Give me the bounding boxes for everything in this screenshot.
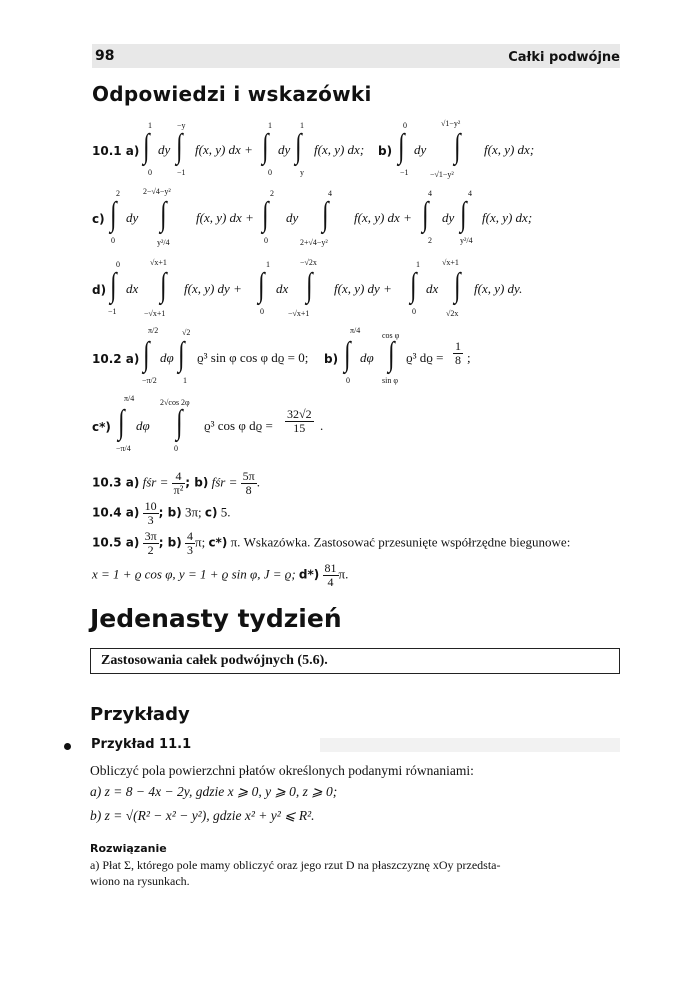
denominator: 8 — [245, 483, 252, 498]
solution-heading: Rozwiązanie — [90, 842, 167, 855]
term: . — [320, 418, 324, 433]
limit: √2x — [446, 309, 459, 318]
example-part-a: a) z = 8 − 4x − 2y, gdzie x ⩾ 0, y ⩾ 0, z ⩾ 0; — [90, 784, 338, 799]
limit: √2 — [182, 328, 191, 337]
limit: 4 — [468, 189, 472, 198]
label-b: b) — [378, 144, 393, 158]
term: f(x, y) dx + — [195, 142, 253, 157]
numerator: 81 — [324, 561, 337, 575]
integral-sign: ∫ — [160, 196, 167, 233]
term: f(x, y) dy + — [184, 281, 242, 296]
limit: −1 — [400, 168, 409, 177]
denominator: 2 — [147, 543, 154, 558]
term: 3π; — [184, 504, 202, 520]
page-number: 98 — [95, 48, 115, 64]
answer-10-3 — [92, 470, 260, 497]
label-10-4: 10.4 a) — [92, 505, 140, 520]
term: dx — [426, 281, 439, 296]
week-heading: Jedenasty tydzień — [90, 604, 342, 633]
solution-line-2: wiono na rysunkach. — [90, 874, 190, 888]
integral-sign: ∫ — [422, 196, 429, 233]
integral-sign: ∫ — [344, 336, 351, 373]
integral-sign: ∫ — [454, 267, 461, 304]
integral-sign: ∫ — [398, 128, 405, 165]
term: dφ — [360, 350, 374, 365]
term: dx — [126, 281, 139, 296]
term: dy — [278, 142, 291, 157]
integral-sign: ∫ — [306, 267, 313, 304]
denominator: 4 — [327, 575, 334, 590]
integral-sign: ∫ — [262, 128, 269, 165]
term: . — [256, 474, 260, 490]
numerator: 1 — [455, 339, 461, 353]
term: f(x, y) dx; — [482, 210, 533, 225]
bullet-icon — [64, 743, 71, 750]
denominator: 15 — [293, 421, 306, 436]
limit: 1 — [266, 260, 270, 269]
answer-10-5 — [92, 530, 570, 557]
label-c: c*) — [208, 535, 228, 550]
denominator: 8 — [455, 353, 461, 368]
integral-sign: ∫ — [410, 267, 417, 304]
numerator: 4 — [172, 470, 186, 484]
term: f(x, y) dx + — [196, 210, 254, 225]
limit: y²/4 — [157, 238, 170, 247]
integral-sign: ∫ — [258, 267, 265, 304]
term: dφ — [136, 418, 150, 433]
limit: 4 — [428, 189, 432, 198]
limit: π/4 — [124, 394, 135, 403]
limit: −y — [177, 121, 186, 130]
term: dy — [126, 210, 139, 225]
term: f(x, y) dx; — [484, 142, 535, 157]
term: π; — [195, 534, 206, 550]
integral-sign: ∫ — [295, 128, 302, 165]
label-b: ; b) — [158, 505, 182, 520]
limit: 1 — [268, 121, 272, 130]
numerator: 5π — [242, 469, 255, 483]
integral-sign: ∫ — [322, 196, 329, 233]
integral-sign: ∫ — [178, 336, 185, 373]
limit: 1 — [183, 376, 187, 385]
integral-sign: ∫ — [160, 267, 167, 304]
integral-sign: ∫ — [143, 336, 150, 373]
limit: √x+1 — [150, 258, 167, 267]
numerator: 10 — [144, 499, 157, 513]
fraction — [285, 408, 314, 435]
integral-sign: ∫ — [262, 196, 269, 233]
integral-sign: ∫ — [118, 404, 125, 441]
label-b: b) — [324, 352, 339, 366]
limit: −1 — [177, 168, 186, 177]
term: f(x, y) dx; — [314, 142, 365, 157]
limit: 2 — [428, 236, 432, 245]
limit: 2−√4−y² — [143, 187, 171, 196]
label-10-1a: 10.1 a) — [92, 144, 140, 158]
label-c: c*) — [92, 420, 111, 434]
term: ϱ³ cos φ dϱ = — [204, 418, 273, 433]
limit: 0 — [111, 236, 115, 245]
limit: 0 — [174, 444, 178, 453]
limit: 0 — [260, 307, 264, 316]
limit: π/2 — [148, 326, 159, 335]
limit: −√1−y² — [430, 170, 454, 179]
label-10-3: 10.3 a) — [92, 475, 140, 490]
term: dx — [276, 281, 289, 296]
limit: −1 — [108, 307, 117, 316]
limit: 0 — [412, 307, 416, 316]
limit: 0 — [268, 168, 272, 177]
label-10-5: 10.5 a) — [92, 535, 140, 550]
limit: 4 — [328, 189, 332, 198]
example-part-b: b) z = √(R² − x² − y²), gdzie x² + y² ⩽ R². — [90, 808, 315, 823]
term: ϱ³ dϱ = — [406, 350, 444, 365]
running-title: Całki podwójne — [508, 50, 620, 65]
limit: π/4 — [350, 326, 361, 335]
solution-line-1: a) Płat Σ, którego pole mamy obliczyć oraz jego rzut D na płaszczyznę xOy przedsta- — [90, 858, 501, 872]
numerator: 32√2 — [287, 407, 312, 421]
limit: 1 — [300, 121, 304, 130]
example-title: Przykład 11.1 — [91, 737, 192, 752]
answer-10-5-line2 — [92, 562, 348, 589]
example-title-band — [320, 738, 620, 752]
limit: 1 — [416, 260, 420, 269]
label-c: c) — [204, 505, 218, 520]
integral-sign: ∫ — [176, 404, 183, 441]
label-b: ; b) — [185, 475, 209, 490]
integral-sign: ∫ — [460, 196, 467, 233]
answers-heading: Odpowiedzi i wskazówki — [92, 82, 372, 106]
limit: 2 — [270, 189, 274, 198]
limit: −√x+1 — [288, 309, 310, 318]
term: fśr = — [142, 474, 169, 490]
limit: 0 — [148, 168, 152, 177]
limit: 2√cos 2φ — [160, 398, 190, 407]
label-b: ; b) — [158, 535, 182, 550]
integral-sign: ∫ — [110, 196, 117, 233]
label-d: d) — [92, 283, 107, 297]
integral-sign: ∫ — [143, 128, 150, 165]
examples-heading: Przykłady — [90, 704, 190, 725]
limit: 0 — [116, 260, 120, 269]
term: f(x, y) dy. — [474, 281, 523, 296]
limit: 2 — [116, 189, 120, 198]
term: ; — [467, 350, 471, 365]
limit: cos φ — [382, 331, 400, 340]
limit: 0 — [346, 376, 350, 385]
topic-text: Zastosowania całek podwójnych (5.6). — [101, 653, 328, 668]
term: f(x, y) dy + — [334, 281, 392, 296]
limit: 0 — [403, 121, 407, 130]
term: ϱ³ sin φ cos φ dϱ = 0; — [197, 350, 309, 365]
limit: −√2x — [300, 258, 317, 267]
term: f(x, y) dx + — [354, 210, 412, 225]
term: x = 1 + ϱ cos φ, y = 1 + ϱ sin φ, J = ϱ; — [92, 566, 296, 582]
example-intro: Obliczyć pola powierzchni płatów określonych podanymi równaniami: — [90, 763, 474, 778]
hint-text: π. Wskazówka. Zastosować przesunięte współrzędne biegunowe: — [230, 534, 571, 550]
topic-box — [90, 648, 620, 674]
label-d: d*) — [298, 567, 320, 582]
term: fśr = — [211, 474, 238, 490]
limit: −√x+1 — [144, 309, 166, 318]
fraction — [453, 340, 463, 367]
denominator: 3 — [187, 543, 193, 558]
term: dy — [414, 142, 427, 157]
limit: 0 — [264, 236, 268, 245]
limit: 2+√4−y² — [300, 238, 328, 247]
term: dy — [286, 210, 299, 225]
integral-sign: ∫ — [388, 336, 395, 373]
integral-sign: ∫ — [110, 267, 117, 304]
limit: −π/4 — [116, 444, 131, 453]
integral-sign: ∫ — [176, 128, 183, 165]
term: dy — [158, 142, 171, 157]
limit: √1−y² — [441, 119, 461, 128]
term: 5. — [220, 504, 231, 520]
limit: √x+1 — [442, 258, 459, 267]
limit: y²/4 — [460, 236, 473, 245]
denominator: π² — [173, 483, 184, 498]
limit: y — [300, 168, 304, 177]
numerator: 4 — [187, 529, 193, 543]
label-10-2a: 10.2 a) — [92, 352, 140, 366]
numerator: 3π — [144, 529, 157, 543]
limit: 1 — [148, 121, 152, 130]
integral-sign: ∫ — [454, 128, 461, 165]
term: π. — [338, 566, 349, 582]
limit: −π/2 — [142, 376, 157, 385]
term: dφ — [160, 350, 174, 365]
term: dy — [442, 210, 455, 225]
answer-10-4 — [92, 500, 230, 527]
denominator: 3 — [147, 513, 154, 528]
label-c: c) — [92, 212, 105, 226]
limit: sin φ — [382, 376, 398, 385]
